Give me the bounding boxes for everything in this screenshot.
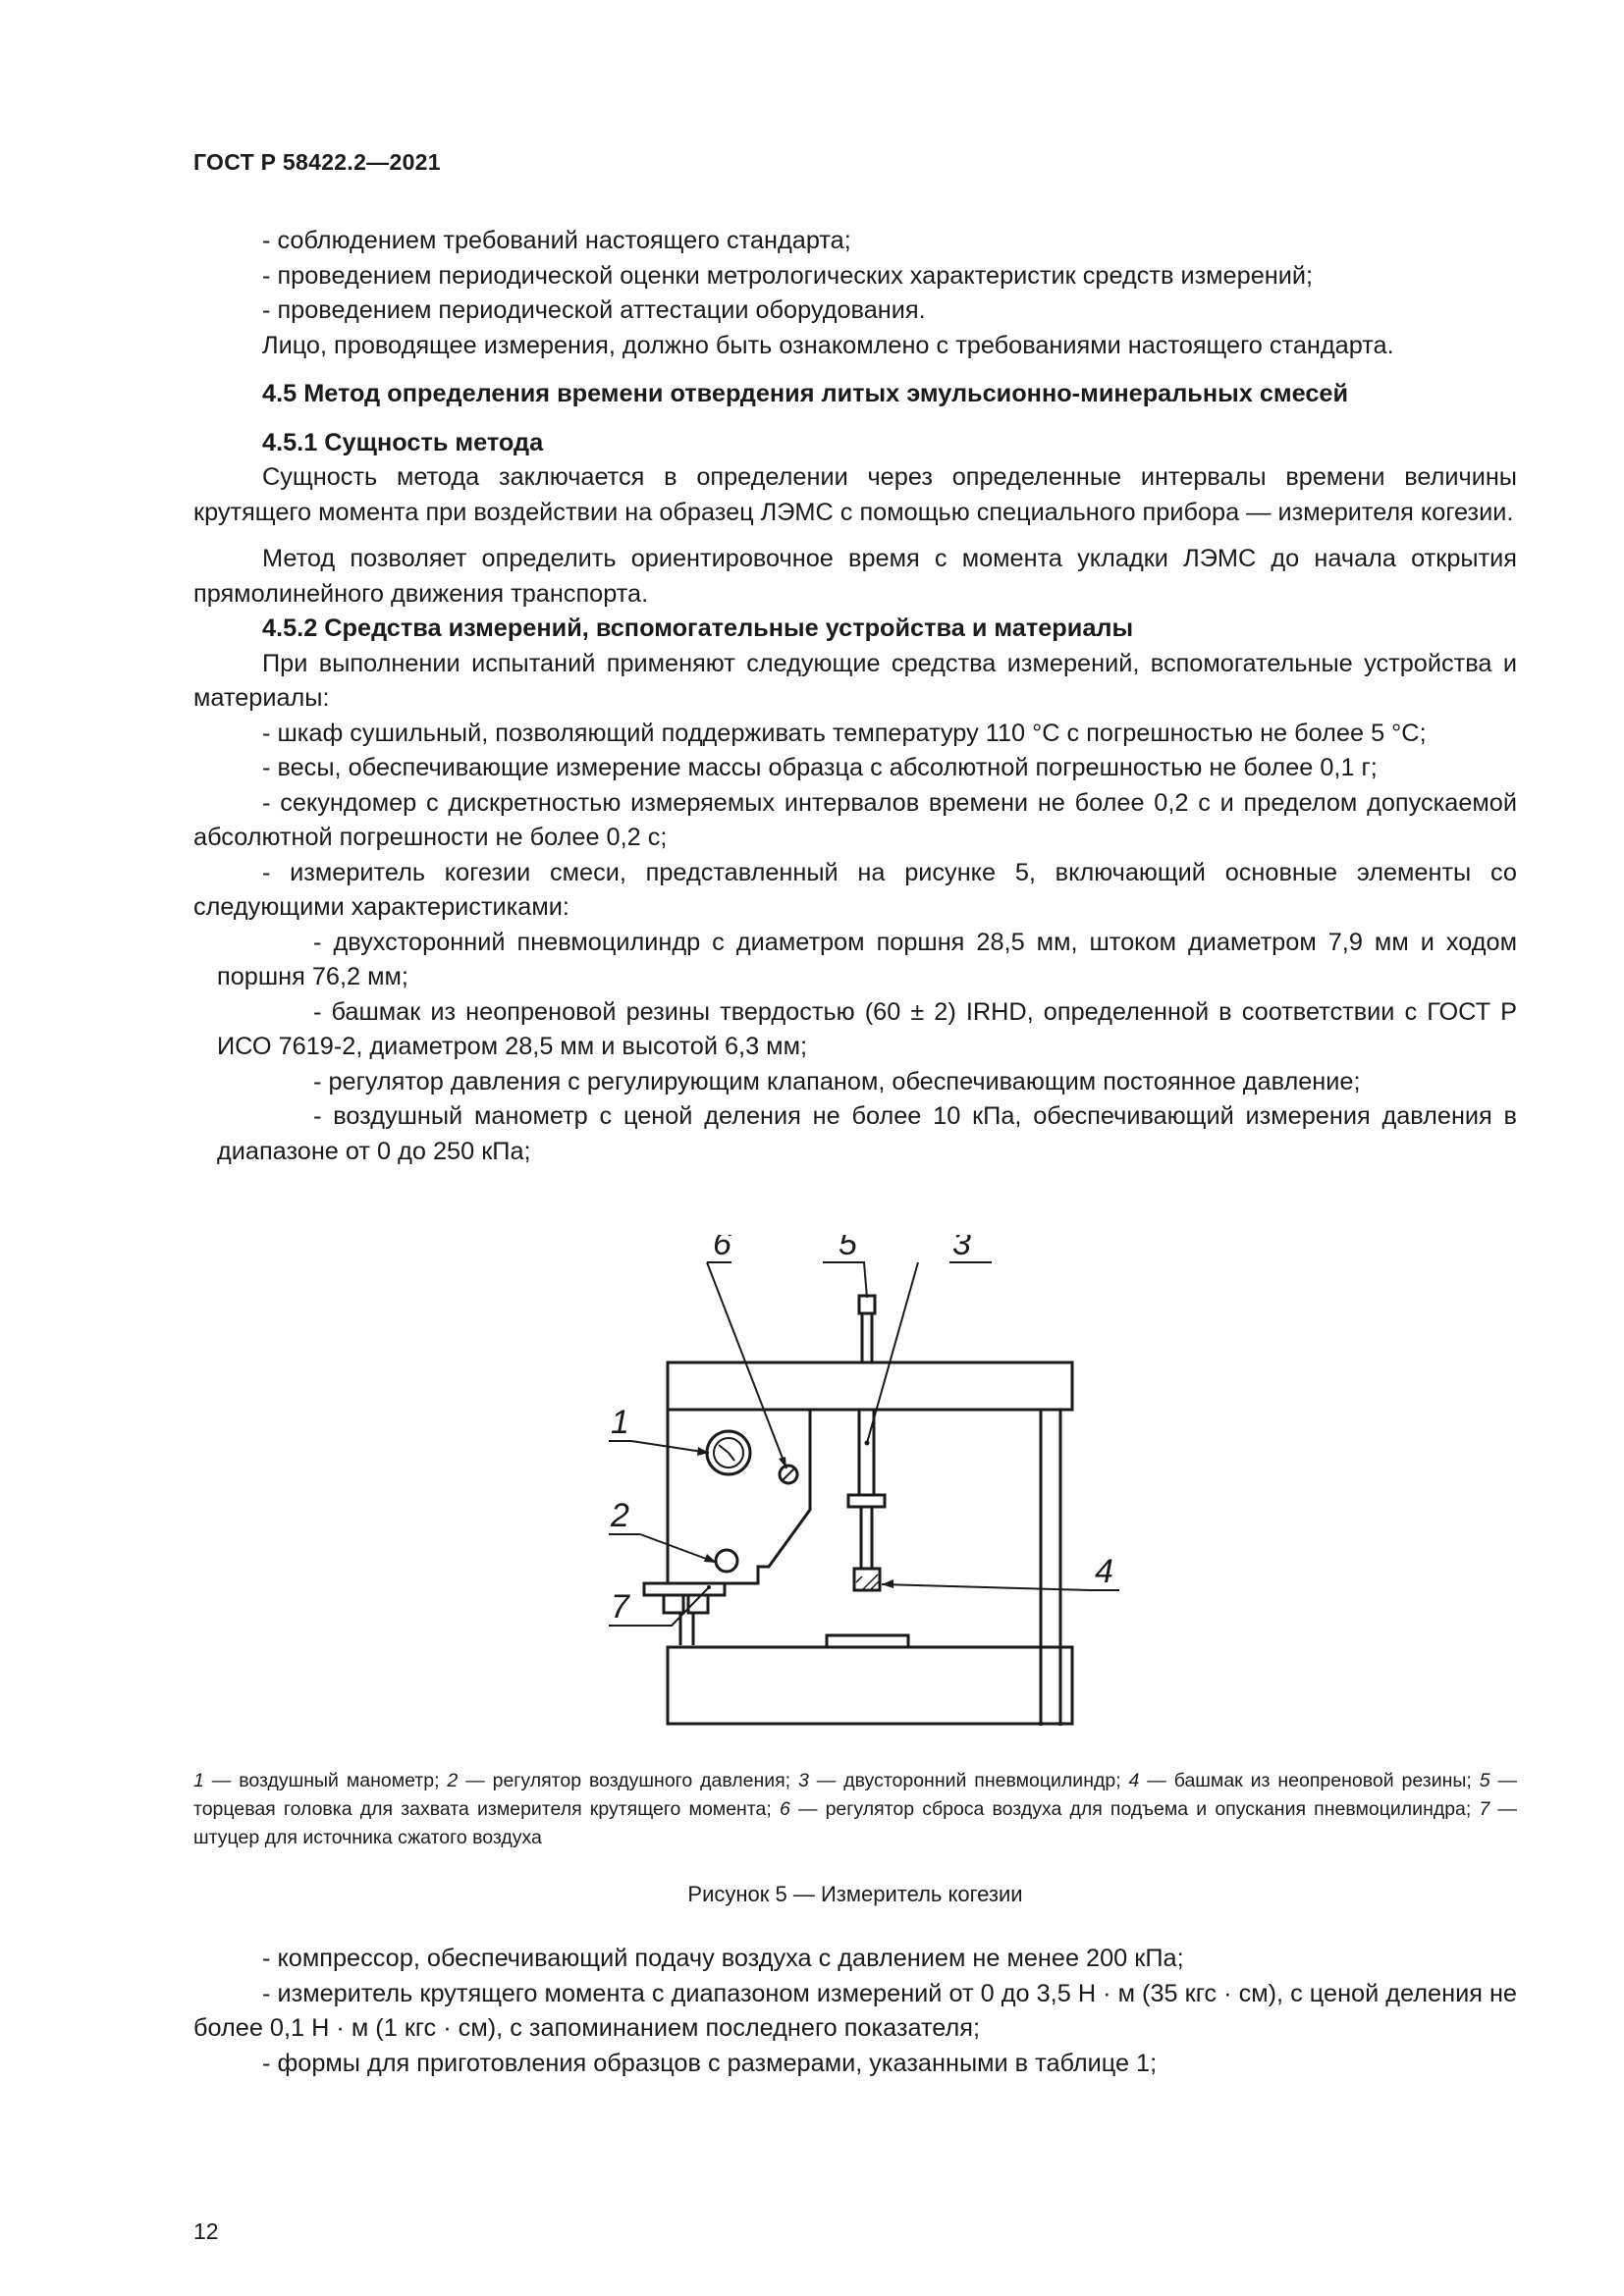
- list-item: - измеритель крутящего момента с диапазоном измерений от 0 до 3,5 Н · м (35 кгс · см), с ценой деления не более 0,1 Н · м (1 кгс · см), с запоминанием последнего показателя;: [193, 1979, 1517, 2042]
- figure-title: Рисунок 5 — Измеритель когезии: [687, 1882, 1023, 1906]
- figure-label-7: 7: [611, 1588, 629, 1626]
- section-heading-4-5-1: 4.5.1 Сущность метода: [262, 428, 544, 456]
- list-item: - секундомер с дискретностью измеряемых интервалов времени не более 0,2 с и пределом допускаемой абсолютной погрешности не более 0,2 с;: [193, 788, 1517, 851]
- figure-legend: 1 — воздушный манометр; 2 — регулятор воздушного давления; 3 — двусторонний пневмоцилиндр; 4 — башмак из неопреновой резины; 5 — торцевая головка для захвата измерителя крутящего момента; 6 — регулятор сброса воздуха для подъема и опускания пневмоцилиндра; 7 — штуцер для источника сжатого воздуха: [193, 1770, 1517, 1848]
- section-heading-4-5-2: 4.5.2 Средства измерений, вспомогательные устройства и материалы: [262, 614, 1134, 642]
- list-item: - весы, обеспечивающие измерение массы образца с абсолютной погрешностью не более 0,1 г;: [262, 754, 1378, 781]
- figure-label-2: 2: [611, 1497, 629, 1534]
- paragraph: - проведением периодической аттестации оборудования.: [262, 296, 926, 324]
- sub-list-item: - двухсторонний пневмоцилиндр с диаметром поршня 28,5 мм, штоком диаметром 7,9 мм и ходом поршня 76,2 мм;: [217, 928, 1517, 990]
- rubber-shoe: [854, 1569, 880, 1590]
- figure-label-5: 5: [839, 1235, 857, 1262]
- pressure-regulator-icon: [716, 1550, 737, 1572]
- document-header: ГОСТ Р 58422.2—2021: [193, 149, 441, 175]
- figure-label-4: 4: [1095, 1553, 1113, 1590]
- top-plate: [668, 1362, 1072, 1410]
- figure-label-6: 6: [713, 1235, 731, 1262]
- page-number: 12: [193, 2218, 219, 2244]
- cohesion-tester-diagram: [569, 1235, 1119, 1726]
- sub-list-item: - воздушный манометр с ценой деления не более 10 кПа, обеспечивающий измерения давления в диапазоне от 0 до 250 кПа;: [217, 1102, 1517, 1165]
- sub-list-item: - регулятор давления с регулирующим клапаном, обеспечивающим постоянное давление;: [313, 1067, 1361, 1095]
- section-heading-4-5: 4.5 Метод определения времени отвердения литых эмульсионно-минеральных смесей: [262, 380, 1349, 407]
- control-box: [668, 1410, 810, 1583]
- cylinder-collar: [848, 1495, 885, 1507]
- paragraph: - проведением периодической оценки метрологических характеристик средств измерений;: [262, 261, 1314, 290]
- specimen-form: [827, 1635, 908, 1647]
- socket-head: [859, 1296, 875, 1313]
- sub-list-item: - башмак из неопреновой резины твердостью (60 ± 2) IRHD, определенной в соответствии с ГОСТ Р ИСО 7619-2, диаметром 28,5 мм и высотой 6,3 мм;: [217, 997, 1517, 1060]
- list-item: - шкаф сушильный, позволяющий поддерживать температуру 110 °С с погрешностью не более 5 °С;: [262, 719, 1427, 747]
- paragraph: - соблюдением требований настоящего стандарта;: [262, 227, 851, 254]
- body-text-bottom: [193, 1942, 1517, 2081]
- list-item: - компрессор, обеспечивающий подачу воздуха с давлением не менее 200 кПа;: [262, 1945, 1184, 1972]
- paragraph: Метод позволяет определить ориентировочное время с момента укладки ЛЭМС до начала открытия прямолинейного движения транспорта.: [193, 545, 1517, 608]
- list-item: - формы для приготовления образцов с размерами, указанными в таблице 1;: [262, 2049, 1158, 2077]
- air-fitting: [644, 1583, 725, 1595]
- figure-label-1: 1: [611, 1404, 629, 1441]
- paragraph: При выполнении испытаний применяют следующие средства измерений, вспомогательные устройства и материалы:: [193, 649, 1517, 712]
- right-column: [1041, 1410, 1060, 1726]
- figure-label-3: 3: [952, 1235, 971, 1262]
- paragraph: Сущность метода заключается в определении через определенные интервалы времени величины крутящего момента при воздействии на образец ЛЭМС с помощью специального прибора — измерителя когезии.: [193, 463, 1517, 526]
- paragraph: Лицо, проводящее измерения, должно быть ознакомлено с требованиями настоящего стандарта.: [262, 331, 1394, 359]
- list-item: - измеритель когезии смеси, представленный на рисунке 5, включающий основные элементы со следующими характеристиками:: [193, 858, 1517, 921]
- body-text-top: [193, 224, 1517, 1169]
- base-plate: [668, 1647, 1072, 1724]
- figure-cohesion-tester: [569, 1235, 1119, 1726]
